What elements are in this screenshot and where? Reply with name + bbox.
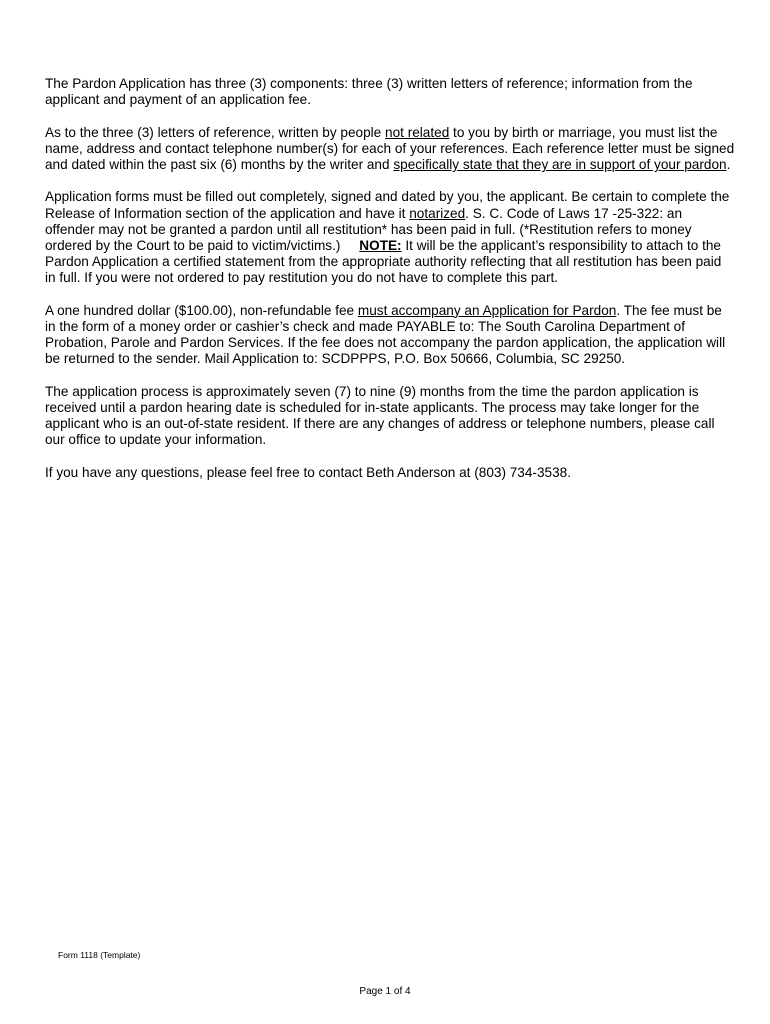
paragraph-text: . The fee must be in the form of a money order or cashier’s check and made PAYABLE to: The South Carolina Department of Probation, Parole and Pardon Services. If the fee does not accompany the pardon application, the application will be returned to the sender. Mail Application to: SCDPPPS, P.O. Box 50666, Columbia, SC 29250. (45, 302, 726, 367)
paragraph-5 (45, 384, 735, 449)
paragraph-text: . (726, 157, 731, 172)
underlined-text: NOTE: (359, 238, 402, 253)
paragraph-text: As to the three (3) letters of reference, written by people (45, 124, 386, 140)
paragraph-text: It will be the applicant’s responsibility to attach to the Pardon Application a certified statement from the appropriate authority reflecting that all restitution has been paid in full. If you were not ordered to pay restitution you do not have to complete this part. (45, 238, 722, 286)
paragraph-1 (45, 76, 735, 108)
paragraph-6 (45, 465, 735, 481)
paragraph-text: The application process is approximately seven (7) to nine (9) months from the time the pardon application is received until a pardon hearing date is scheduled for in-state applicants. The process may take longer for the applicant who is an out-of-state resident. If there are any changes of address or telephone numbers, please call our office to update your information. (45, 383, 715, 448)
paragraph-text: . S. C. Code of Laws 17 -25-322: an offender may not be granted a pardon until all restitution* has been paid in full. (*Restitution refers to money ordered by the Court to be paid to victim/victims.) (45, 205, 692, 253)
paragraph-text: The Pardon Application has three (3) components: three (3) written letters of reference; information from the applicant and payment of an application fee. (45, 76, 693, 108)
document-body (45, 76, 735, 497)
paragraph-text: If you have any questions, please feel free to contact Beth Anderson at (803) 734-3538. (45, 464, 571, 480)
underlined-text: notarized (409, 205, 466, 221)
paragraph-2 (45, 125, 735, 174)
paragraph-text: A one hundred dollar ($100.00), non-refundable fee (45, 302, 358, 318)
form-label: Form 1118 (Template) (58, 950, 141, 960)
paragraph-text: Application forms must be filled out completely, signed and dated by you, the applicant. Be certain to complete the Release of Information section of the application and have it (45, 189, 730, 221)
paragraph-text: to you by birth or marriage, you must list the name, address and contact telephone number(s) for each of your references. Each reference letter must be signed and dated within the past six (6) months by the writer and (45, 124, 735, 172)
paragraph-4 (45, 303, 735, 368)
underlined-text: not related (385, 124, 450, 140)
page-number: Page 1 of 4 (359, 986, 411, 997)
paragraph-3 (45, 189, 735, 286)
underlined-text: specifically state that they are in support of your pardon (393, 157, 727, 172)
underlined-text: must accompany an Application for Pardon (357, 302, 617, 318)
